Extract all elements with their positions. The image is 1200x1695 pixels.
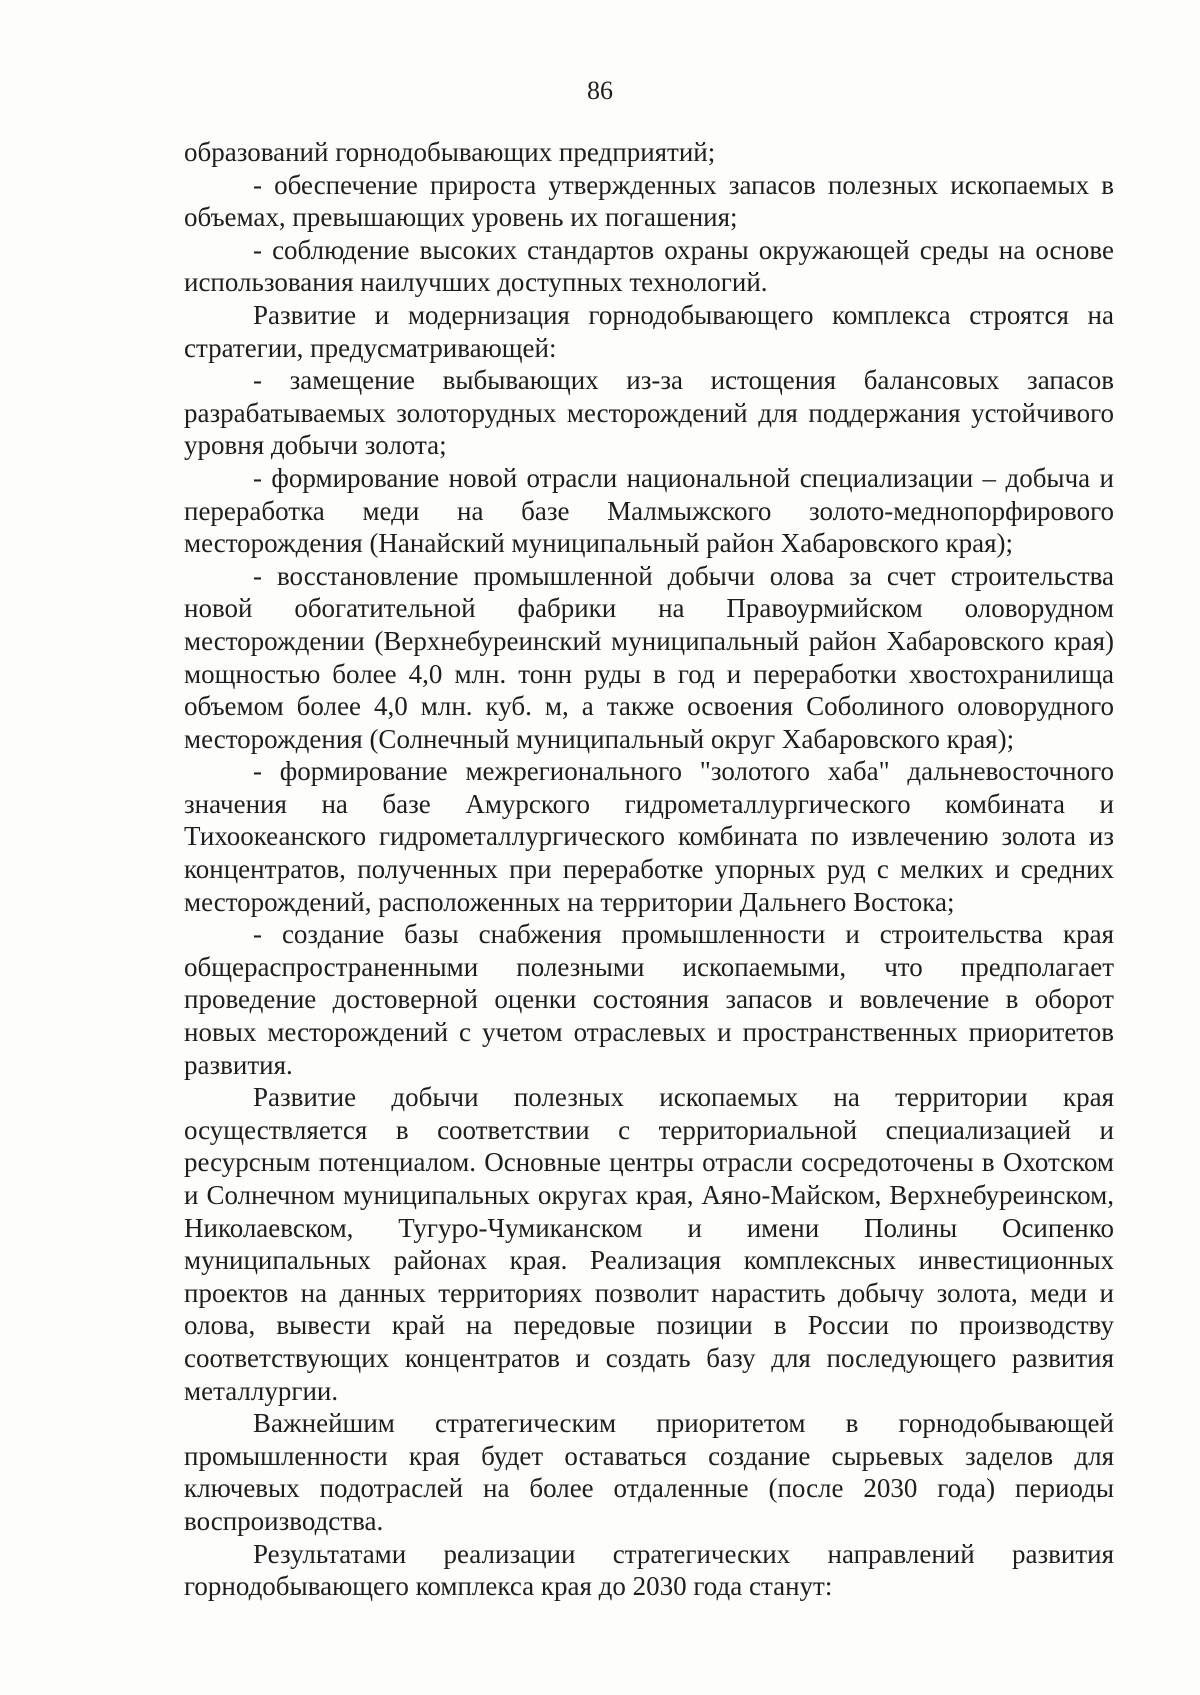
paragraph-reserves-growth: - обеспечение прироста утвержденных запасов полезных ископаемых в объемах, превышающих уровень их погашения;	[184, 169, 1114, 233]
paragraph-environment-standards: - соблюдение высоких стандартов охраны окружающей среды на основе использования наилучших доступных технологий.	[184, 234, 1114, 298]
paragraph-tin-restoration: - восстановление промышленной добычи олова за счет строительства новой обогатительной фабрики на Правоурмийском оловорудном месторождении (Верхнебуреинский муниципальный район Хабаровского края) мощностью более 4,0 млн. тонн руды в год и переработки хвостохранилища объемом более 4,0 млн. куб. м, а также освоения Соболиного оловорудного месторождения (Солнечный муниципальный округ Хабаровского края);	[184, 560, 1114, 754]
paragraph-strategy-intro: Развитие и модернизация горнодобывающего комплекса строятся на стратегии, предусматривающей:	[184, 299, 1114, 363]
paragraph-continuation: образований горнодобывающих предприятий;	[184, 137, 716, 167]
page-number: 86	[587, 76, 613, 105]
paragraph-supply-base: - создание базы снабжения промышленности и строительства края общераспространенными полезными ископаемыми, что предполагает проведение достоверной оценки состояния запасов и вовлечение в оборот новых месторождений с учетом отраслевых и пространственных приоритетов развития.	[184, 919, 1114, 1080]
paragraph-copper-industry: - формирование новой отрасли национальной специализации – добыча и переработка меди на базе Малмыжского золото-меднопорфирового месторождения (Нанайский муниципальный район Хабаровского края);	[184, 462, 1114, 559]
body-text	[184, 136, 1114, 1603]
paragraph-gold-hub: - формирование межрегионального "золотого хаба" дальневосточного значения на базе Амурского гидрометаллургического комбината и Тихоокеанского гидрометаллургического комбината по извлечению золота из концентратов, полученных при переработке упорных руд с мелких и средних месторождений, расположенных на территории Дальнего Востока;	[184, 756, 1114, 917]
paragraph-gold-replacement: - замещение выбывающих из-за истощения балансовых запасов разрабатываемых золоторудных месторождений для поддержания устойчивого уровня добычи золота;	[184, 365, 1114, 461]
paragraph-territorial-development: Развитие добычи полезных ископаемых на территории края осуществляется в соответствии с территориальной специализацией и ресурсным потенциалом. Основные центры отрасли сосредоточены в Охотском и Солнечном муниципальных округах края, Аяно-Майском, Верхнебуреинском, Николаевском, Тугуро-Чумиканском и имени Полины Осипенко муниципальных районах края. Реализация комплексных инвестиционных проектов на данных территориях позволит нарастить добычу золота, меди и олова, вывести край на передовые позиции в России по производству соответствующих концентратов и создать базу для последующего развития металлургии.	[184, 1082, 1114, 1406]
paragraph-strategic-priority: Важнейшим стратегическим приоритетом в горнодобывающей промышленности края будет оставаться создание сырьевых заделов для ключевых подотраслей на более отдаленные (после 2030 года) периоды воспроизводства.	[184, 1408, 1114, 1536]
paragraph-results-intro: Результатами реализации стратегических направлений развития горнодобывающего комплекса края до 2030 года станут:	[184, 1538, 1114, 1602]
